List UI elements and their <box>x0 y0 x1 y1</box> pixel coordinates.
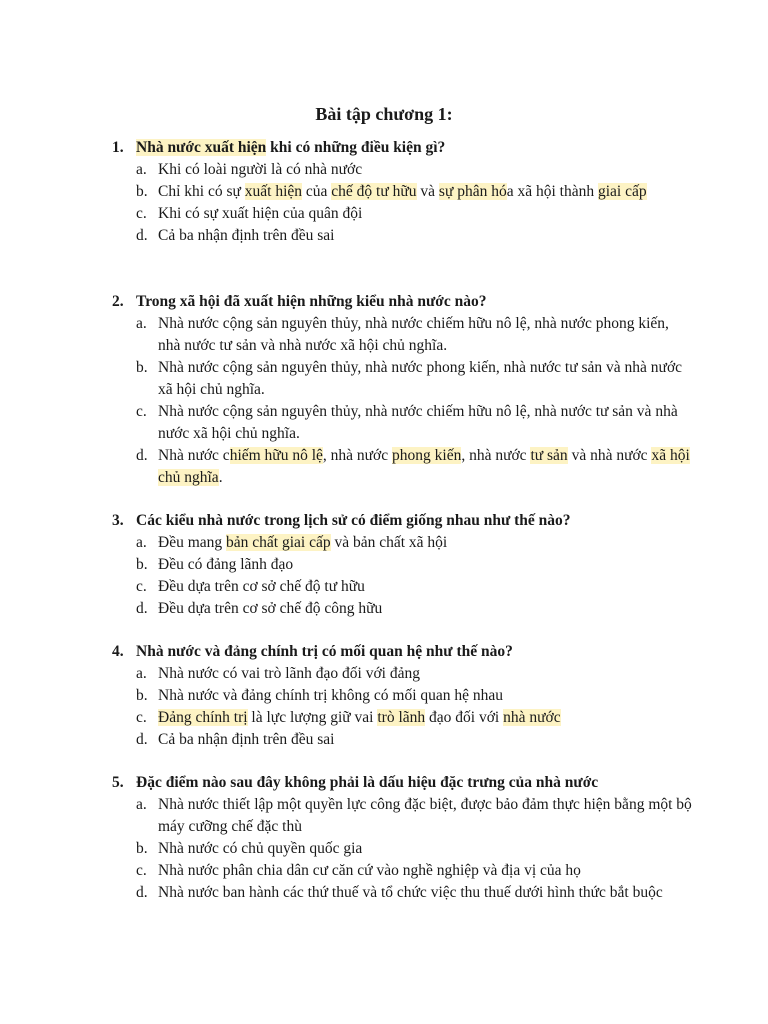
question-number: 4. <box>112 643 124 660</box>
highlight-mark: bản chất giai cấp <box>226 534 331 551</box>
option-letter: d. <box>136 884 148 901</box>
question-number: 5. <box>112 774 124 791</box>
highlight-mark: phong kiến <box>392 447 462 464</box>
option-letter: d. <box>136 227 148 244</box>
highlight-mark: trò lãnh <box>377 709 426 726</box>
question-text: Các kiểu nhà nước trong lịch sử có điểm giống nhau như thế nào? <box>136 512 571 529</box>
answer-option <box>112 554 692 576</box>
highlight-mark: xuất hiện <box>244 183 303 200</box>
option-text: Nhà nước cộng sản nguyên thủy, nhà nước phong kiến, nhà nước tư sản và nhà nước xã hội chủ nghĩa. <box>158 359 683 398</box>
option-text: Nhà nước có vai trò lãnh đạo đối với đảng <box>158 665 420 682</box>
option-text: Nhà nước ban hành các thứ thuế và tổ chức việc thu thuế dưới hình thức bắt buộc <box>158 884 663 901</box>
option-letter: c. <box>136 578 147 595</box>
page-title: Bài tập chương 1: <box>315 104 453 124</box>
question-text: Nhà nước và đảng chính trị có mối quan hệ như thế nào? <box>136 643 513 660</box>
answer-option <box>112 882 692 904</box>
answer-option <box>112 313 692 357</box>
option-text: Khi có loài người là có nhà nước <box>158 161 363 178</box>
highlight-mark: Đảng chính trị <box>158 709 248 726</box>
question-heading <box>112 772 692 794</box>
option-letter: b. <box>136 183 148 200</box>
question-heading <box>112 291 692 313</box>
option-text: Cả ba nhận định trên đều sai <box>158 731 335 748</box>
answer-option <box>112 225 692 247</box>
highlight-mark: tư sản <box>530 447 568 464</box>
answer-option <box>112 663 692 685</box>
option-text: Nhà nước cộng sản nguyên thủy, nhà nước chiếm hữu nô lệ, nhà nước phong kiến, nhà nước tư sản và nhà nước xã hội chủ nghĩa. <box>158 315 669 354</box>
option-text: Đều dựa trên cơ sở chế độ công hữu <box>158 600 383 617</box>
answer-option <box>112 794 692 838</box>
option-text: Đều có đảng lãnh đạo <box>158 556 294 573</box>
question-number: 1. <box>112 139 124 156</box>
highlight-mark: giai cấp <box>598 183 647 200</box>
highlight-mark: xã hội chủ nghĩa <box>158 447 690 486</box>
option-text: Khi có sự xuất hiện của quân đội <box>158 205 363 222</box>
option-letter: d. <box>136 447 148 464</box>
option-letter: a. <box>136 796 147 813</box>
option-letter: a. <box>136 161 147 178</box>
question-text: Trong xã hội đã xuất hiện những kiểu nhà nước nào? <box>136 293 487 310</box>
option-letter: b. <box>136 359 148 376</box>
question-heading <box>112 641 692 663</box>
question-text: Đặc điểm nào sau đây không phải là dấu hiệu đặc trưng của nhà nước <box>136 774 599 791</box>
option-text: Nhà nước và đảng chính trị không có mối quan hệ nhau <box>158 687 504 704</box>
answer-option <box>112 357 692 401</box>
option-letter: b. <box>136 840 148 857</box>
highlight-mark: Nhà nước xuất hiện <box>136 139 267 156</box>
answer-option <box>112 532 692 554</box>
option-text: Nhà nước cộng sản nguyên thủy, nhà nước chiếm hữu nô lệ, nhà nước tư sản và nhà nước xã hội chủ nghĩa. <box>158 403 678 442</box>
option-letter: d. <box>136 731 148 748</box>
option-text: Nhà nước chiếm hữu nô lệ, nhà nước phong kiến, nhà nước tư sản và nhà nước xã hội chủ nghĩa. <box>158 447 690 486</box>
answer-option <box>112 685 692 707</box>
option-letter: b. <box>136 687 148 704</box>
answer-option <box>112 203 692 225</box>
question-5 <box>112 772 692 904</box>
answer-option <box>112 838 692 860</box>
answer-option <box>112 445 692 489</box>
option-letter: b. <box>136 556 148 573</box>
question-number: 2. <box>112 293 124 310</box>
question-1 <box>112 137 692 247</box>
highlight-mark: sự phân hó <box>438 183 507 200</box>
answer-option <box>112 729 692 751</box>
answer-option <box>112 401 692 445</box>
question-heading <box>112 510 692 532</box>
option-letter: c. <box>136 205 147 222</box>
option-text: Chỉ khi có sự xuất hiện của chế độ tư hữu và sự phân hóa xã hội thành giai cấp <box>158 183 647 200</box>
option-text: Đảng chính trị là lực lượng giữ vai trò lãnh đạo đối với nhà nước <box>158 709 561 726</box>
option-text: Nhà nước thiết lập một quyền lực công đặc biệt, được bảo đảm thực hiện bằng một bộ máy cưỡng chế đặc thù <box>158 796 692 835</box>
highlight-mark: chế độ tư hữu <box>331 183 417 200</box>
question-number: 3. <box>112 512 124 529</box>
answer-option <box>112 576 692 598</box>
option-text: Đều mang bản chất giai cấp và bản chất xã hội <box>158 534 448 551</box>
highlight-mark: nhà nước <box>503 709 561 726</box>
option-letter: c. <box>136 709 147 726</box>
question-text: Nhà nước xuất hiện khi có những điều kiện gì? <box>136 139 446 156</box>
question-heading <box>112 137 692 159</box>
option-letter: a. <box>136 534 147 551</box>
option-letter: c. <box>136 862 147 879</box>
question-2 <box>112 291 692 489</box>
option-text: Nhà nước có chủ quyền quốc gia <box>158 840 363 857</box>
answer-option <box>112 707 692 729</box>
answer-option <box>112 860 692 882</box>
option-letter: c. <box>136 403 147 420</box>
option-letter: d. <box>136 600 148 617</box>
answer-option <box>112 181 692 203</box>
option-text: Đều dựa trên cơ sở chế độ tư hữu <box>158 578 365 595</box>
option-text: Cả ba nhận định trên đều sai <box>158 227 335 244</box>
highlight-mark: hiếm hữu nô lệ <box>229 447 323 464</box>
question-4 <box>112 641 692 751</box>
option-letter: a. <box>136 665 147 682</box>
question-3 <box>112 510 692 620</box>
answer-option <box>112 159 692 181</box>
answer-option <box>112 598 692 620</box>
option-letter: a. <box>136 315 147 332</box>
option-text: Nhà nước phân chia dân cư căn cứ vào nghề nghiệp và địa vị của họ <box>158 862 581 879</box>
